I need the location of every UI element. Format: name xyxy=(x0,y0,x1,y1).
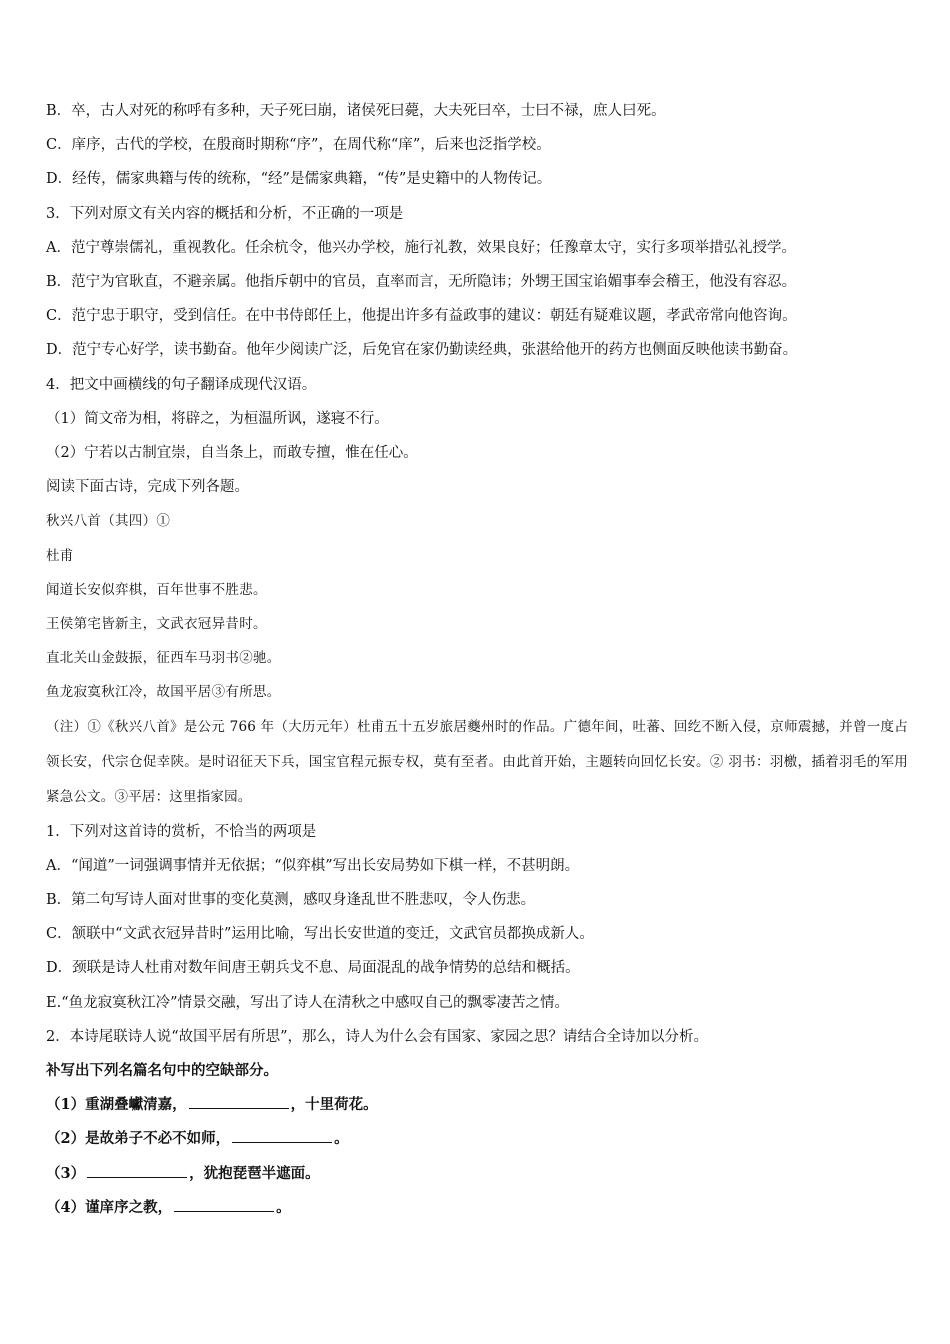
q3-option-c: C．范宁忠于职守，受到信任。在中书侍郎任上，他提出许多有益政事的建议：朝廷有疑难议题，孝武帝常向他咨询。 xyxy=(46,308,797,325)
poem-q1-option-c: C．颔联中“文武衣冠异昔时”运用比喻，写出长安世道的变迁，文武官员都换成新人。 xyxy=(46,926,594,943)
q4-sentence-2: （2）宁若以古制宜崇，自当条上，而敢专擅，惟在任心。 xyxy=(46,445,418,462)
q4-stem: 4．把文中画横线的句子翻译成现代汉语。 xyxy=(46,376,317,393)
poem-line-2: 王侯第宅皆新主，文武衣冠异昔时。 xyxy=(46,616,267,633)
poem-q1-option-e: E.“鱼龙寂寞秋江冷”情景交融，写出了诗人在清秋之中感叹自己的飘零凄苦之情。 xyxy=(46,994,570,1011)
poem-q1-option-a: A．“闻道”一词强调事情并无依据；“似弈棋”写出长安局势如下棋一样，不甚明朗。 xyxy=(46,857,580,874)
q3-option-a: A．范宁尊崇儒礼，重视教化。任余杭令，他兴办学校，施行礼教，效果良好；任豫章太守，实行多项举措弘礼授学。 xyxy=(46,239,796,256)
q2-option-d: D．经传，儒家典籍与传的统称，“经”是儒家典籍，“传”是史籍中的人物传记。 xyxy=(46,171,552,188)
fill-blank-1[interactable] xyxy=(189,1092,289,1109)
q3-stem: 3．下列对原文有关内容的概括和分析，不正确的一项是 xyxy=(46,205,404,222)
document-page xyxy=(46,94,908,1225)
fill-item-3-post: ，犹抱琵琶半遮面。 xyxy=(189,1164,320,1182)
fill-item-1 xyxy=(46,1088,908,1122)
poem-q1-option-b: B．第二句写诗人面对世事的变化莫测，感叹身逢乱世不胜悲叹，令人伤悲。 xyxy=(46,892,536,909)
fill-blank-2[interactable] xyxy=(232,1126,332,1143)
q2-option-b: B．卒，古人对死的称呼有多种，天子死曰崩，诸侯死曰薨，大夫死曰卒，士曰不禄，庶人曰死。 xyxy=(46,103,666,119)
q4-sentence-1: （1）简文帝为相，将辟之，为桓温所讽，遂寝不行。 xyxy=(46,410,389,427)
q3-option-d: D．范宁专心好学，读书勤奋。他年少阅读广泛，后免官在家仍勤读经典，张湛给他开的药方也侧面反映他读书勤奋。 xyxy=(46,342,798,359)
q3-option-b: B．范宁为官耿直，不避亲属。他指斥朝中的官员，直率而言，无所隐讳；外甥王国宝谄媚事奉会稽王，他没有容忍。 xyxy=(46,274,797,291)
poem-line-4: 鱼龙寂寞秋江冷，故国平居③有所思。 xyxy=(46,684,281,701)
poem-line-3: 直北关山金鼓振，征西车马羽书②驰。 xyxy=(46,650,281,667)
poem-title: 秋兴八首（其四）① xyxy=(46,513,171,530)
fill-item-1-post: ，十里荷花。 xyxy=(290,1096,378,1114)
fill-item-4-post: 。 xyxy=(276,1198,291,1216)
poem-intro: 阅读下面古诗，完成下列各题。 xyxy=(46,479,249,496)
fill-item-3-pre: （3） xyxy=(46,1164,86,1182)
poem-q1-stem: 1．下列对这首诗的赏析，不恰当的两项是 xyxy=(46,823,317,840)
fill-item-2-post: 。 xyxy=(334,1130,349,1148)
poem-line-1: 闻道长安似弈棋，百年世事不胜悲。 xyxy=(46,581,267,598)
fill-item-4 xyxy=(46,1191,908,1225)
poem-q2: 2．本诗尾联诗人说“故国平居有所思”，那么，诗人为什么会有国家、家园之思？请结合全诗加以分析。 xyxy=(46,1028,709,1045)
poem-q1-option-d: D．颈联是诗人杜甫对数年间唐王朝兵戈不息、局面混乱的战争情势的总结和概括。 xyxy=(46,960,580,977)
fill-item-2-pre: （2）是故弟子不必不如师， xyxy=(46,1130,231,1148)
fill-item-2 xyxy=(46,1122,908,1156)
fill-item-3 xyxy=(46,1157,908,1191)
fill-blank-4[interactable] xyxy=(174,1195,274,1212)
poem-note: （注）①《秋兴八首》是公元 766 年（大历元年）杜甫五十五岁旅居夔州时的作品。广德年间，吐蕃、回纥不断入侵，京师震撼，并曾一度占领长安，代宗仓促幸陕。是时诏征天下兵，国宝官程元振专权，莫有至者。由此首开始，主题转向回忆长安。② 羽书：羽檄，插着羽毛的军用紧急公文。③平居：这里指家园。 xyxy=(46,718,908,805)
fill-item-4-pre: （4）谨庠序之教， xyxy=(46,1198,173,1216)
poem-author: 杜甫 xyxy=(46,547,74,564)
fill-blank-3[interactable] xyxy=(87,1161,187,1178)
fill-stem: 补写出下列名篇名句中的空缺部分。 xyxy=(46,1062,278,1080)
q2-option-c: C．庠序，古代的学校，在殷商时期称“序”，在周代称“庠”，后来也泛指学校。 xyxy=(46,137,551,154)
fill-item-1-pre: （1）重湖叠巘清嘉， xyxy=(46,1096,187,1114)
